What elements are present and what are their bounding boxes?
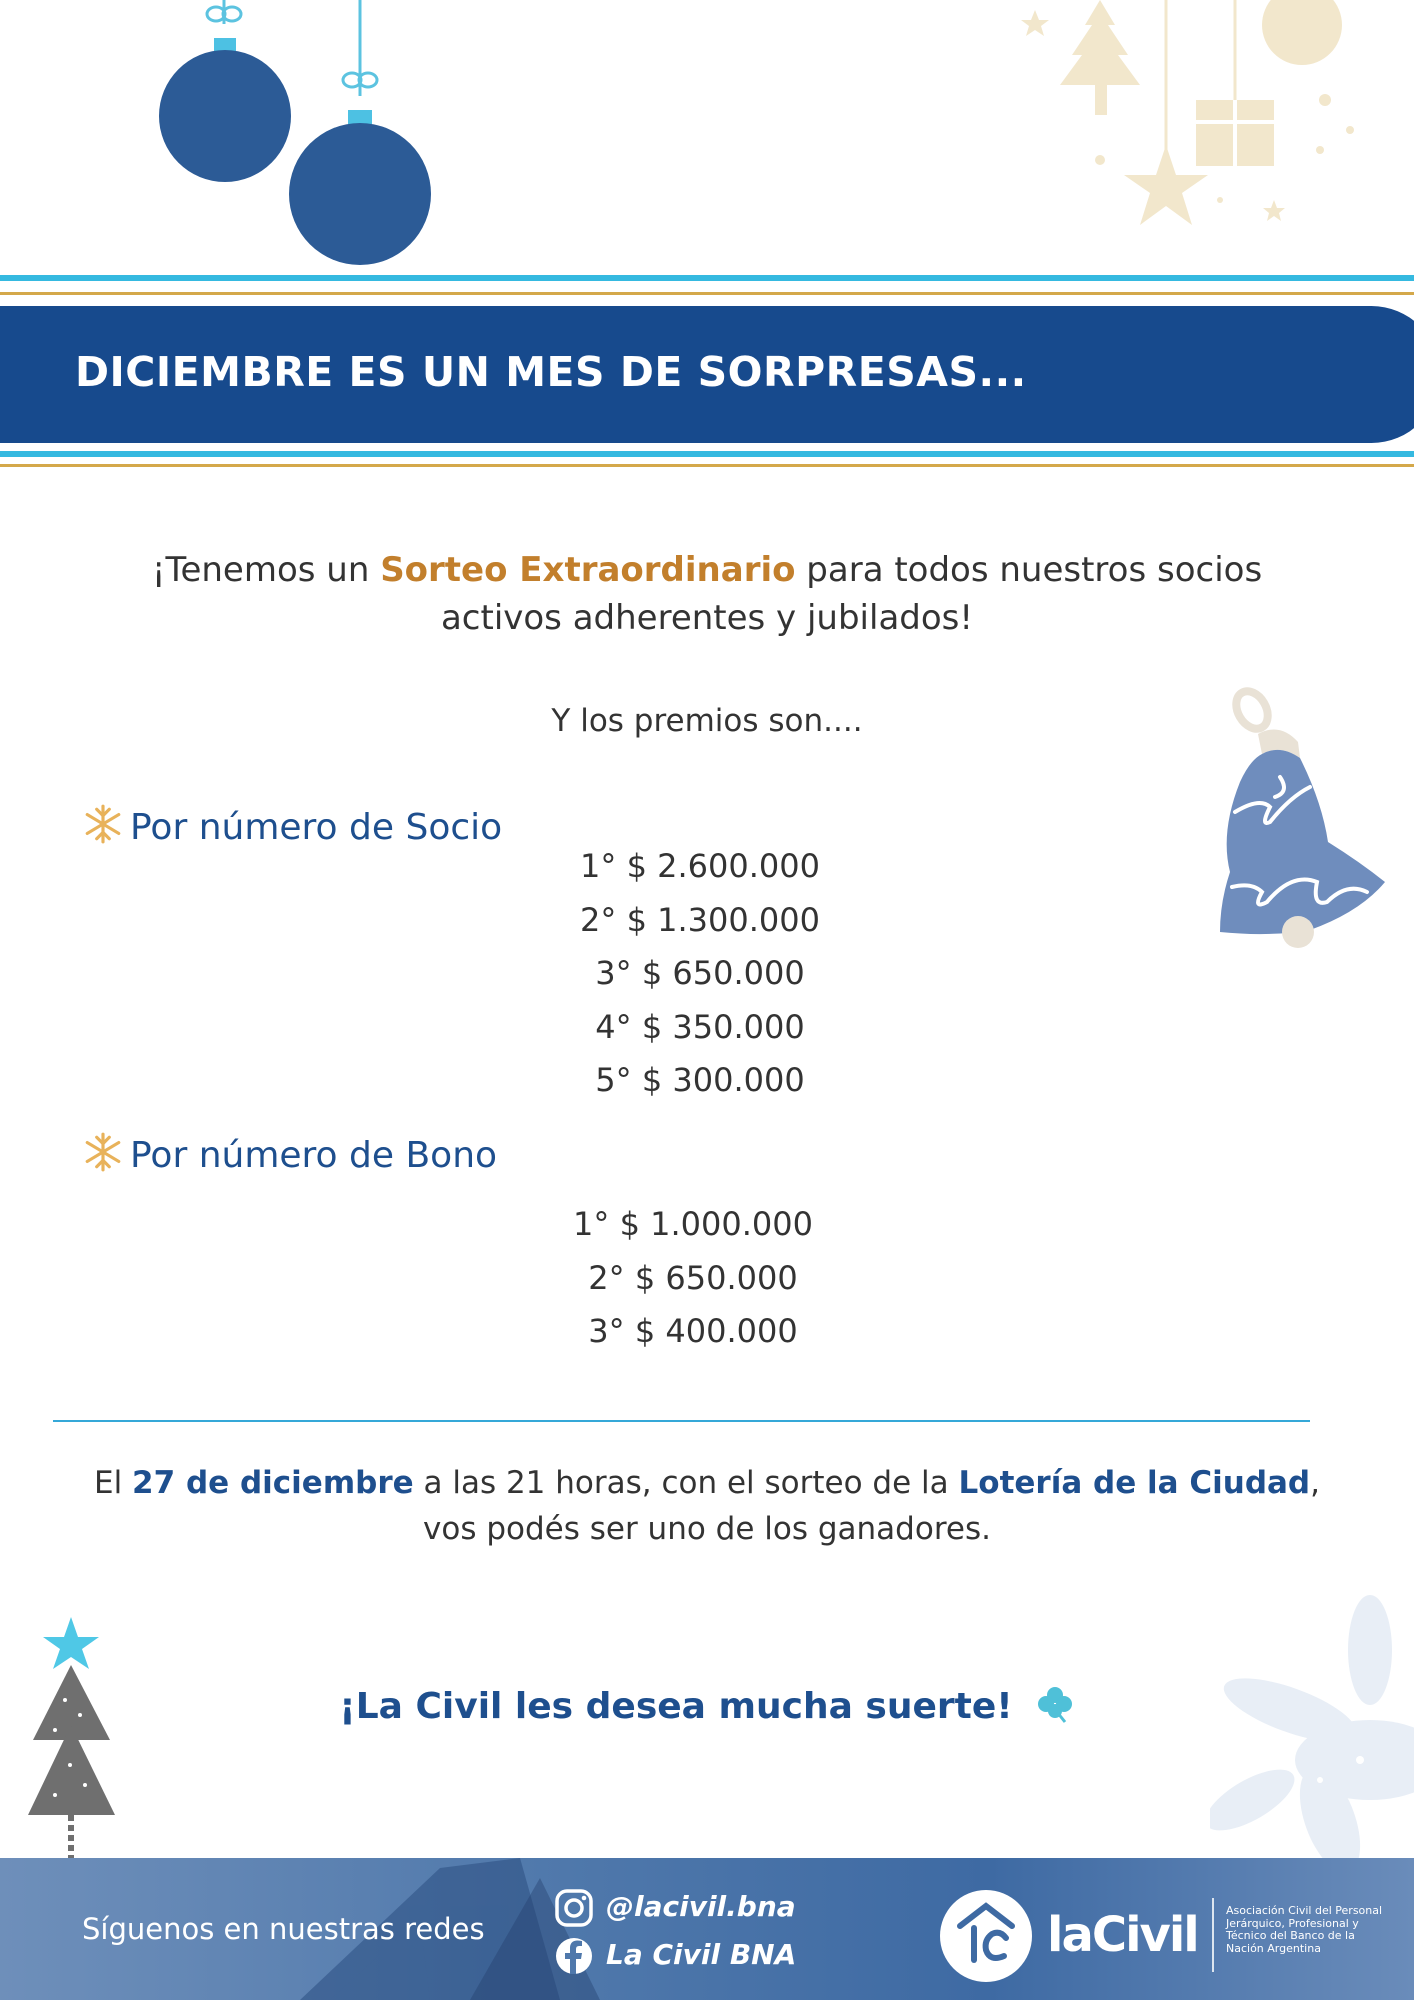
facebook-icon — [554, 1936, 594, 1976]
info-part1: El — [93, 1465, 133, 1501]
prize-list-socio — [500, 840, 900, 1108]
prize-item: 5° $ 300.000 — [595, 1061, 805, 1099]
follow-us-text: Síguenos en nuestras redes — [82, 1912, 485, 1946]
christmas-tree-icon — [25, 1615, 120, 1860]
snowflake-icon — [82, 803, 124, 845]
intro-highlight: Sorteo Extraordinario — [380, 550, 796, 590]
info-date: 27 de diciembre — [132, 1465, 414, 1501]
good-luck-message — [0, 1684, 1414, 1727]
intro-part2: para todos nuestros socios — [795, 550, 1263, 590]
gold-line-bottom — [0, 464, 1414, 467]
prize-item: 3° $ 400.000 — [588, 1312, 798, 1350]
brand-divider — [1212, 1898, 1214, 1972]
intro-part1: ¡Tenemos un — [151, 550, 381, 590]
clover-icon — [1035, 1684, 1075, 1724]
info-lottery: Lotería de la Ciudad — [958, 1465, 1311, 1501]
category-socio — [82, 803, 502, 848]
info-line2: vos podés ser uno de los ganadores. — [423, 1511, 991, 1547]
gold-line-top — [0, 292, 1414, 295]
cyan-line-bottom — [0, 451, 1414, 457]
instagram-handle: @lacivil.bna — [606, 1890, 796, 1923]
ornaments-icon — [150, 0, 450, 270]
prize-item: 1° $ 2.600.000 — [580, 847, 820, 885]
good-luck-text: ¡La Civil les desea mucha suerte! — [339, 1686, 1013, 1727]
cyan-line-top — [0, 275, 1414, 281]
category-bono-label: Por número de Bono — [130, 1135, 498, 1176]
separator — [53, 1420, 1310, 1422]
prize-list-bono — [493, 1198, 893, 1359]
prize-item: 2° $ 1.300.000 — [580, 900, 820, 939]
info-part3: , — [1310, 1465, 1320, 1501]
prize-item: 2° $ 650.000 — [588, 1258, 798, 1297]
prize-item: 3° $ 650.000 — [595, 954, 805, 992]
prize-item: 1° $ 1.000.000 — [573, 1205, 813, 1243]
premios-intro: Y los premios son.... — [551, 703, 863, 739]
brand-name: laCivil — [1047, 1907, 1198, 1963]
category-bono — [82, 1131, 497, 1176]
banner-title: DICIEMBRE ES UN MES DE SORPRESAS... — [75, 348, 1027, 396]
category-socio-label: Por número de Socio — [130, 807, 503, 848]
instagram-icon — [554, 1888, 594, 1928]
snowflake-icon — [82, 1131, 124, 1173]
brand-logo — [938, 1888, 1034, 1984]
bell-icon — [1210, 682, 1390, 952]
info-part2: a las 21 horas, con el sorteo de la — [413, 1465, 959, 1501]
intro-text — [0, 546, 1414, 642]
draw-info — [0, 1460, 1414, 1552]
brand-subtitle: Asociación Civil del Personal Jerárquico, Profesional y Técnico del Banco de la Nación Argentina — [1226, 1904, 1383, 1955]
prize-item: 4° $ 350.000 — [595, 1007, 805, 1046]
christmas-decorations-icon — [1020, 0, 1414, 280]
facebook-name: La Civil BNA — [606, 1938, 797, 1971]
intro-line2: activos adherentes y jubilados! — [440, 598, 974, 638]
